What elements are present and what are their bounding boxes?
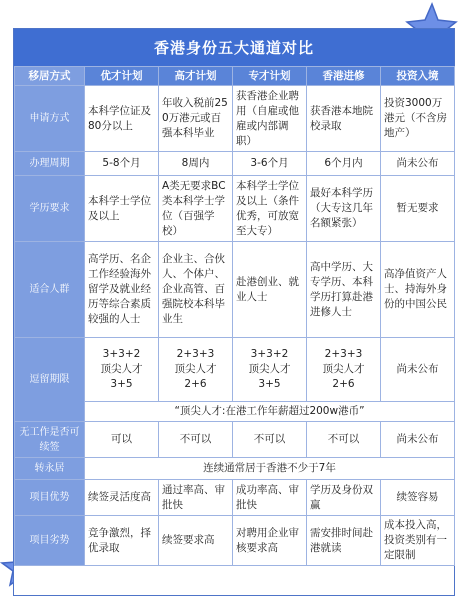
row-label: 办理周期 [15,152,85,176]
table-cell: 高学历、名企工作经验海外留学及就业经历等综合素质较强的人士 [85,242,159,338]
table-cell: 8周内 [159,152,233,176]
table-cell: 高中学历、大专学历、本科学历打算赴港进修人士 [307,242,381,338]
column-header-top-talent: 高才计划 [159,67,233,86]
table-row [15,422,455,458]
table-cell: 2+3+3 顶尖人才 2+6 [307,338,381,402]
table-row [15,152,455,176]
table-cell: 高净值资产人士、持海外身份的中国公民 [381,242,455,338]
table-row [15,480,455,516]
table-cell: 本科学位证及80分以上 [85,86,159,152]
column-header-study: 香港进修 [307,67,381,86]
table-cell: 连续通常居于香港不少于7年 [85,458,455,480]
table-cell: 年收入税前250万港元或百强本科毕业 [159,86,233,152]
table-cell: 续签灵活度高 [85,480,159,516]
table-cell: 不可以 [307,422,381,458]
column-header-professionals: 专才计划 [233,67,307,86]
table-cell: 可以 [85,422,159,458]
table-cell: 竞争激烈，择优录取 [85,516,159,566]
table-cell: 最好本科学历（大专这几年名额紧张） [307,176,381,242]
row-label: 转永居 [15,458,85,480]
table-cell: 获香港本地院校录取 [307,86,381,152]
comparison-table [14,66,455,566]
table-cell: 成本投入高，投资类别有一定限制 [381,516,455,566]
table-cell: 续签容易 [381,480,455,516]
header-row [15,67,455,86]
table-row [15,516,455,566]
row-label: 项目优势 [15,480,85,516]
table-cell: 尚未公布 [381,152,455,176]
row-label: 无工作是否可续签 [15,422,85,458]
table-cell: 不可以 [233,422,307,458]
row-label: 学历要求 [15,176,85,242]
table-cell: 通过率高、审批快 [159,480,233,516]
table-cell: 本科学士学位及以上（条件优秀，可放宽至大专） [233,176,307,242]
table-row [15,176,455,242]
table-row [15,338,455,402]
table-cell: 投资3000万港元（不含房地产） [381,86,455,152]
table-cell: 尚未公布 [381,422,455,458]
table-cell: 成功率高、审批快 [233,480,307,516]
table-cell: 6个月内 [307,152,381,176]
table-cell: 不可以 [159,422,233,458]
column-header-investment: 投资入境 [381,67,455,86]
table-cell: 本科学士学位及以上 [85,176,159,242]
table-cell: 需安排时间赴港就读 [307,516,381,566]
table-cell: 3+3+2 顶尖人才 3+5 [85,338,159,402]
stay-note: “顶尖人才:在港工作年薪超过200w港币” [85,402,455,422]
row-label: 逗留期限 [15,338,85,422]
table-cell: 尚未公布 [381,338,455,402]
row-label: 项目劣势 [15,516,85,566]
table-cell: 对聘用企业审核要求高 [233,516,307,566]
table-cell: A类无要求BC类本科学士学位（百强学校） [159,176,233,242]
page-title: 香港身份五大通道对比 [14,29,454,66]
row-label: 申请方式 [15,86,85,152]
row-label: 适合人群 [15,242,85,338]
table-cell: 暂无要求 [381,176,455,242]
column-header-method: 移居方式 [15,67,85,86]
table-row [15,242,455,338]
table-cell: 赴港创业、就业人士 [233,242,307,338]
table-row [15,458,455,480]
table-cell: 获香港企业聘用（自雇或他雇或内部调职） [233,86,307,152]
table-cell: 3+3+2 顶尖人才 3+5 [233,338,307,402]
table-cell: 续签要求高 [159,516,233,566]
table-cell: 学历及身份双赢 [307,480,381,516]
table-cell: 2+3+3 顶尖人才 2+6 [159,338,233,402]
table-cell: 3-6个月 [233,152,307,176]
column-header-quality-migrant: 优才计划 [85,67,159,86]
table-cell: 5-8个月 [85,152,159,176]
table-row [15,86,455,152]
table-cell: 企业主、合伙人、个体户、企业高管、百强院校本科毕业生 [159,242,233,338]
comparison-table-card [13,28,455,596]
